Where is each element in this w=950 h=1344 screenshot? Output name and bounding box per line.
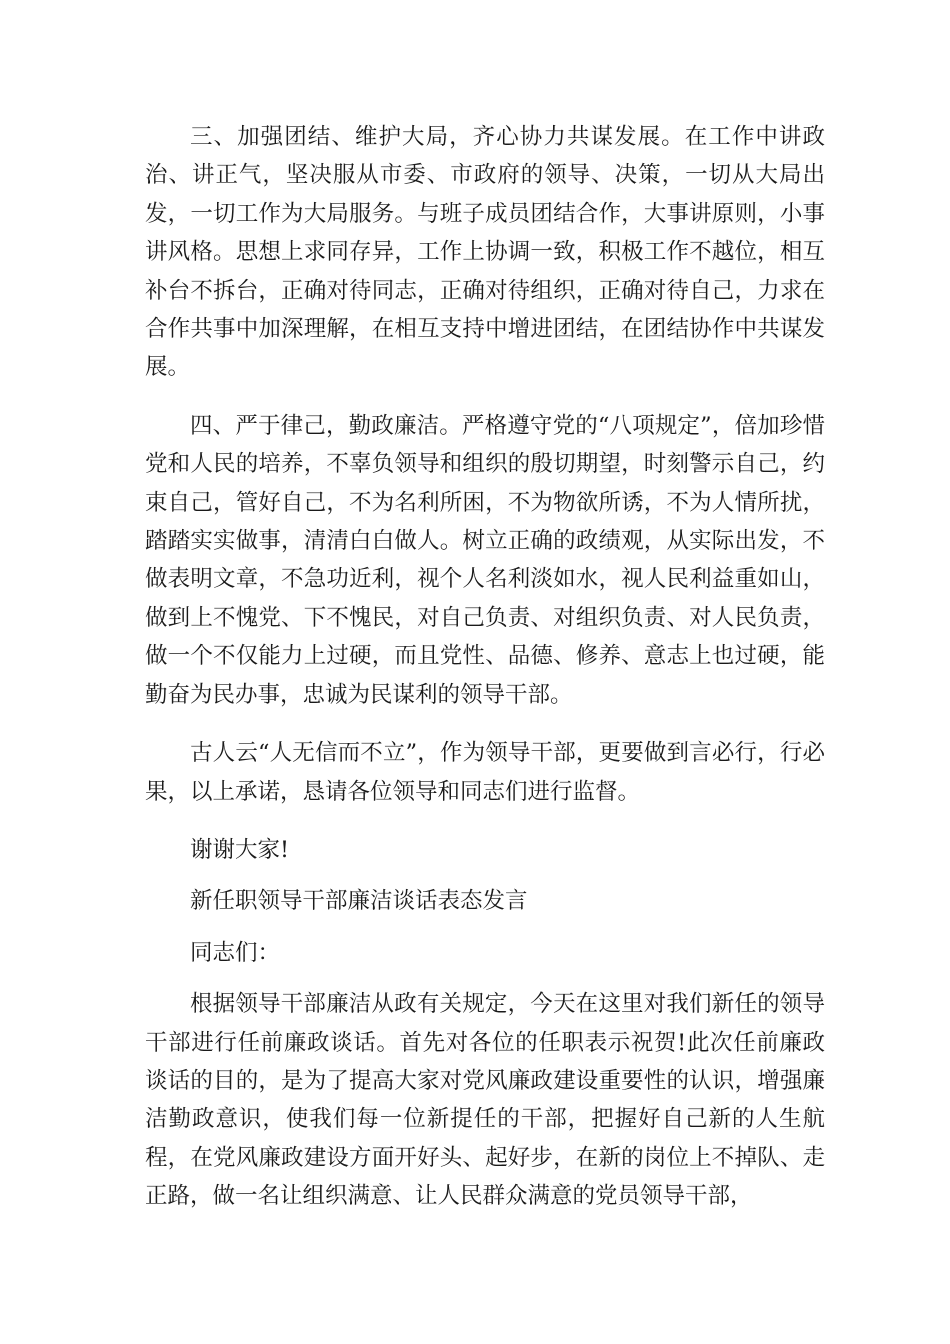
- salutation: 同志们：: [190, 939, 281, 966]
- paragraph-self-discipline: 四、严于律己，勤政廉洁。严格遵守党的“八项规定”，倍加珍惜党和人民的培养，不辜负领导和组织的殷切期望，时刻警示自己，约束自己，管好自己，不为名利所困，不为物欲所诱，不为人情所扰，踏踏实实做事，清清白白做人。树立正确的政绩观，从实际出发，不做表明文章，不急功近利，视个人名利淡如水，视人民利益重如山，做到上不愧党、下不愧民，对自己负责、对组织负责、对人民负责，做一个不仅能力上过硬，而且党性、品德、修养、意志上也过硬，能勤奋为民办事，忠诚为民谋利的领导干部。: [145, 412, 825, 708]
- section-title: 新任职领导干部廉洁谈话表态发言: [190, 888, 528, 915]
- paragraph-promise: 古人云“人无信而不立”，作为领导干部，更要做到言必行，行必果，以上承诺，恳请各位领导和同志们进行监督。: [145, 740, 825, 805]
- document-page: [145, 118, 825, 1236]
- paragraph-talk-intro: 根据领导干部廉洁从政有关规定，今天在这里对我们新任的领导干部进行任前廉政谈话。首先对各位的任职表示祝贺!此次任前廉政谈话的目的，是为了提高大家对党风廉政建设重要性的认识，增强廉洁勤政意识，使我们每一位新提任的干部，把握好自己新的人生航程，在党风廉政建设方面开好头、起好步，在新的岗位上不掉队、走正路，做一名让组织满意、让人民群众满意的党员领导干部，: [145, 991, 825, 1210]
- paragraph-thanks: 谢谢大家!: [190, 836, 290, 863]
- paragraph-unity: 三、加强团结、维护大局，齐心协力共谋发展。在工作中讲政治、讲正气，坚决服从市委、市政府的领导、决策，一切从大局出发，一切工作为大局服务。与班子成员团结合作，大事讲原则，小事讲风格。思想上求同存异，工作上协调一致，积极工作不越位，相互补台不拆台，正确对待同志，正确对待组织，正确对待自己，力求在合作共事中加深理解，在相互支持中增进团结，在团结协作中共谋发展。: [145, 124, 825, 381]
